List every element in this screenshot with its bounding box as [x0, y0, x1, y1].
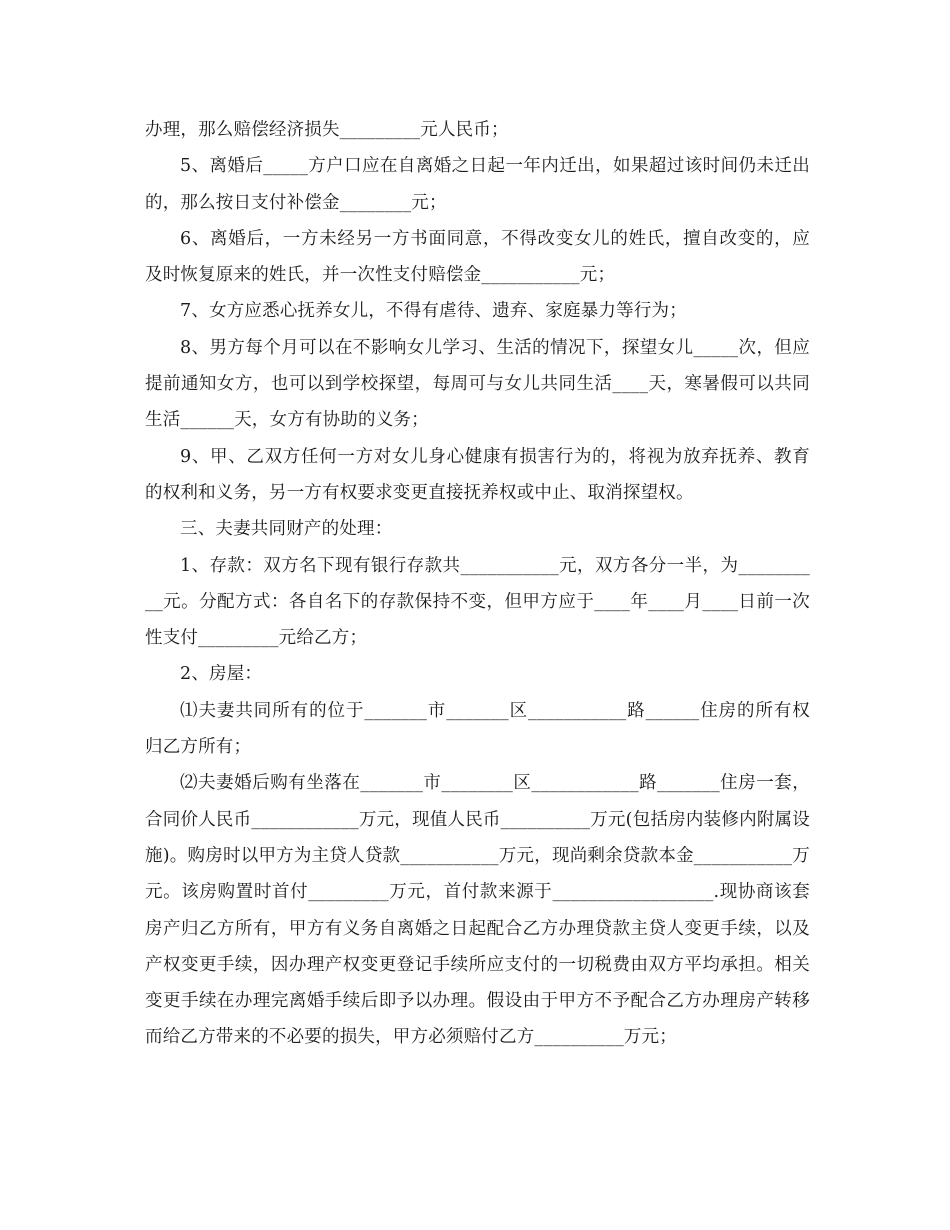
paragraph-housing-item-1: ⑴夫妻共同所有的位于_______市_______区___________路______住房的所有权归乙方所有； [145, 700, 810, 758]
paragraph-upbringing: 7、女方应悉心抚养女儿，不得有虐待、遗弃、家庭暴力等行为； [180, 301, 687, 322]
document-body [145, 112, 810, 1056]
paragraph-visitation: 8、男方每个月可以在不影响女儿学习、生活的情况下，探望女儿_____次，但应提前通知女方，也可以到学校探望，每周可与女儿共同生活____天，寒暑假可以共同生活______天，女方有协助的义务； [145, 337, 810, 431]
paragraph-housing-item-2: ⑵夫妻婚后购有坐落在_______市________区____________路_______住房一套，合同价人民币____________万元，现值人民币__________万元(包括房内装修内附属设施)。购房时以甲方为主贷人贷款___________万元，现尚剩余贷款本金___________万元。该房购置时首付_________万元，首付款来源于__________________.现协商该套房产归乙方所有，甲方有义务自离婚之日起配合乙方办理贷款主贷人变更手续，以及产权变更手续，因办理产权变更登记手续所应支付的一切税费由双方平均承担。相关变更手续在办理完离婚手续后即予以办理。假设由于甲方不予配合乙方办理房产转移而给乙方带来的不必要的损失，甲方必须赔付乙方__________万元； [145, 773, 810, 1048]
paragraph-surname: 6、离婚后，一方未经另一方书面同意，不得改变女儿的姓氏，擅自改变的，应及时恢复原来的姓氏，并一次性支付赔偿金___________元； [145, 228, 810, 286]
paragraph-harm-clause: 9、甲、乙双方任何一方对女儿身心健康有损害行为的，将视为放弃抚养、教育的权利和义务，另一方有权要求变更直接抚养权或中止、取消探望权。 [145, 446, 810, 503]
paragraph-compensation-end: 办理，那么赔偿经济损失_________元人民币； [145, 120, 509, 140]
section-heading-joint-property: 三、夫妻共同财产的处理： [180, 519, 393, 540]
paragraph-household-registration: 5、离婚后_____方户口应在自离婚之日起一年内迁出，如果超过该时间仍未迁出的，那么按日支付补偿金________元； [145, 156, 810, 213]
paragraph-deposits: 1、存款：双方名下现有银行存款共___________元，双方各分一半，为__________元。分配方式：各自名下的存款保持不变，但甲方应于____年____月____日前一次性支付_________元给乙方； [145, 555, 810, 649]
paragraph-housing-heading: 2、房屋： [180, 664, 263, 685]
